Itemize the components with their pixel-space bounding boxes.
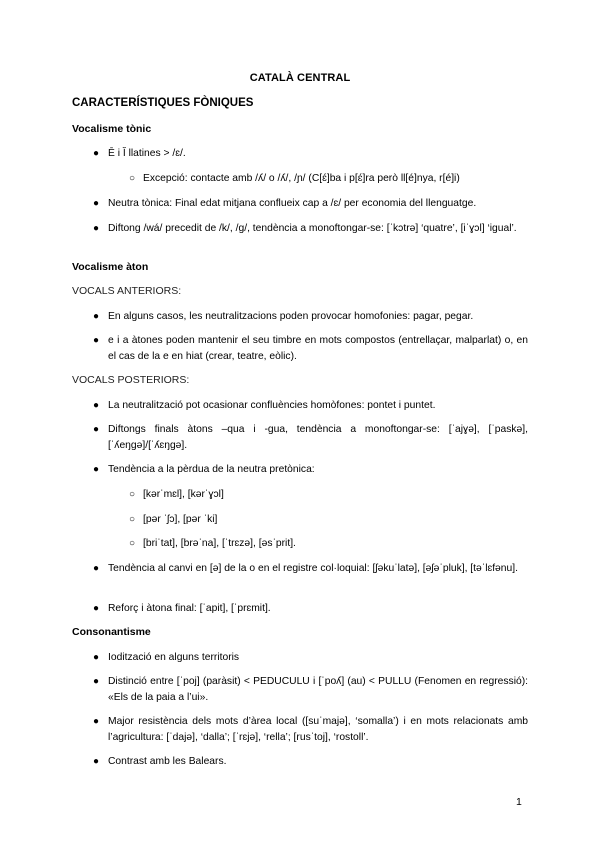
sub-list-item: ○ [briˈtat], [brəˈna], [ˈtrɛzə], [əsˈprit]. <box>129 536 529 552</box>
list-item: ● Major resistència dels mots d’àrea local ([suˈmajə], ‘somalla’) i en mots relacionats amb l’agricultura: [ˈdajə], ‘dalla’; [ˈrɛjə], ‘rella’; [rusˈtoj], ‘rostoll’. <box>93 716 528 743</box>
bullet-icon: ● <box>93 335 100 346</box>
bullet-icon: ● <box>93 756 100 767</box>
bullet-icon: ● <box>93 311 100 322</box>
list-item: ● En alguns casos, les neutralitzacions poden provocar homofonies: pagar, pegar. <box>94 309 528 325</box>
hollow-bullet-icon: ○ <box>129 538 136 549</box>
list-item: ● Diftong /wá/ precedit de /k/, /g/, tendència a monoftongar-se: [ˈkɔtrə] ‘quatre’, [iˈɣɔl] ‘igual’. <box>94 221 528 237</box>
label-vocals-posteriors: VOCALS POSTERIORS: <box>72 374 190 386</box>
list-item: ● Distinció entre [ˈpoj] (paràsit) < PEDUCULU i [ˈpoʎ] (au) < PULLU (Fenomen en regressió): «Els de la paia a l’ui». <box>93 676 528 703</box>
sub-list-item: ○ Excepció: contacte amb /ʎ/ o /ʎ/, /ɲ/ (C[ɛ́]ba i p[ɛ́]ra però ll[é]nya, r[é]i) <box>129 171 529 187</box>
list-item: ● Ē i Ĭ llatines > /ɛ/. <box>94 146 528 162</box>
page-number: 1 <box>516 796 522 808</box>
list-item: ● Diftongs finals àtons –qua i -gua, tendència a monoftongar-se: [ˈajɣə], [ˈpaskə], [ˈʎeŋgə]/[ˈʎɛŋgə]. <box>93 424 528 451</box>
bullet-icon: ● <box>93 223 100 234</box>
list-item: ● Tendència al canvi en [ə] de la o en el registre col·loquial: [ʃəkuˈlatə], [əʃəˈpluk], [təˈlɛfənu]. <box>94 561 528 577</box>
list-item: ● Tendència a la pèrdua de la neutra pretònica: <box>94 462 528 478</box>
bullet-icon: ● <box>93 198 100 209</box>
hollow-bullet-icon: ○ <box>129 514 136 525</box>
heading-consonantisme: Consonantisme <box>72 626 151 638</box>
bullet-icon: ● <box>93 424 100 435</box>
list-item: ● La neutralització pot ocasionar confluències homòfones: pontet i puntet. <box>94 398 528 414</box>
sub-list-item: ○ [pər ˈʃɔ], [pər ˈki] <box>129 512 529 528</box>
heading-vocalisme-tonic: Vocalisme tònic <box>72 123 152 135</box>
bullet-icon: ● <box>93 464 100 475</box>
bullet-icon: ● <box>93 400 100 411</box>
document-title: CATALÀ CENTRAL <box>249 72 351 84</box>
list-item: ● e i a àtones poden mantenir el seu timbre en mots compostos (entrellaçar, malparlat) o, en el cas de la e en hiat (crear, teatre, eòlic). <box>93 335 528 362</box>
hollow-bullet-icon: ○ <box>129 489 136 500</box>
bullet-icon: ● <box>93 676 100 687</box>
list-item: ● Reforç i àtona final: [ˈapit], [ˈprɛmit]. <box>94 601 528 617</box>
bullet-icon: ● <box>93 716 100 727</box>
heading-vocalisme-aton: Vocalisme àton <box>72 261 149 273</box>
list-item: ● Neutra tònica: Final edat mitjana conflueix cap a /ɛ/ per economia del llenguatge. <box>94 196 528 212</box>
bullet-icon: ● <box>93 603 100 614</box>
list-item: ● Contrast amb les Balears. <box>94 754 528 770</box>
bullet-icon: ● <box>93 652 100 663</box>
bullet-icon: ● <box>93 148 100 159</box>
section-title: CARACTERÍSTIQUES FÒNIQUES <box>72 97 254 109</box>
bullet-icon: ● <box>93 563 100 574</box>
sub-list-item: ○ [kərˈmɛl], [kərˈɣɔl] <box>129 487 529 503</box>
label-vocals-anteriors: VOCALS ANTERIORS: <box>72 285 182 297</box>
hollow-bullet-icon: ○ <box>129 173 136 184</box>
list-item: ● Iodització en alguns territoris <box>94 650 528 666</box>
